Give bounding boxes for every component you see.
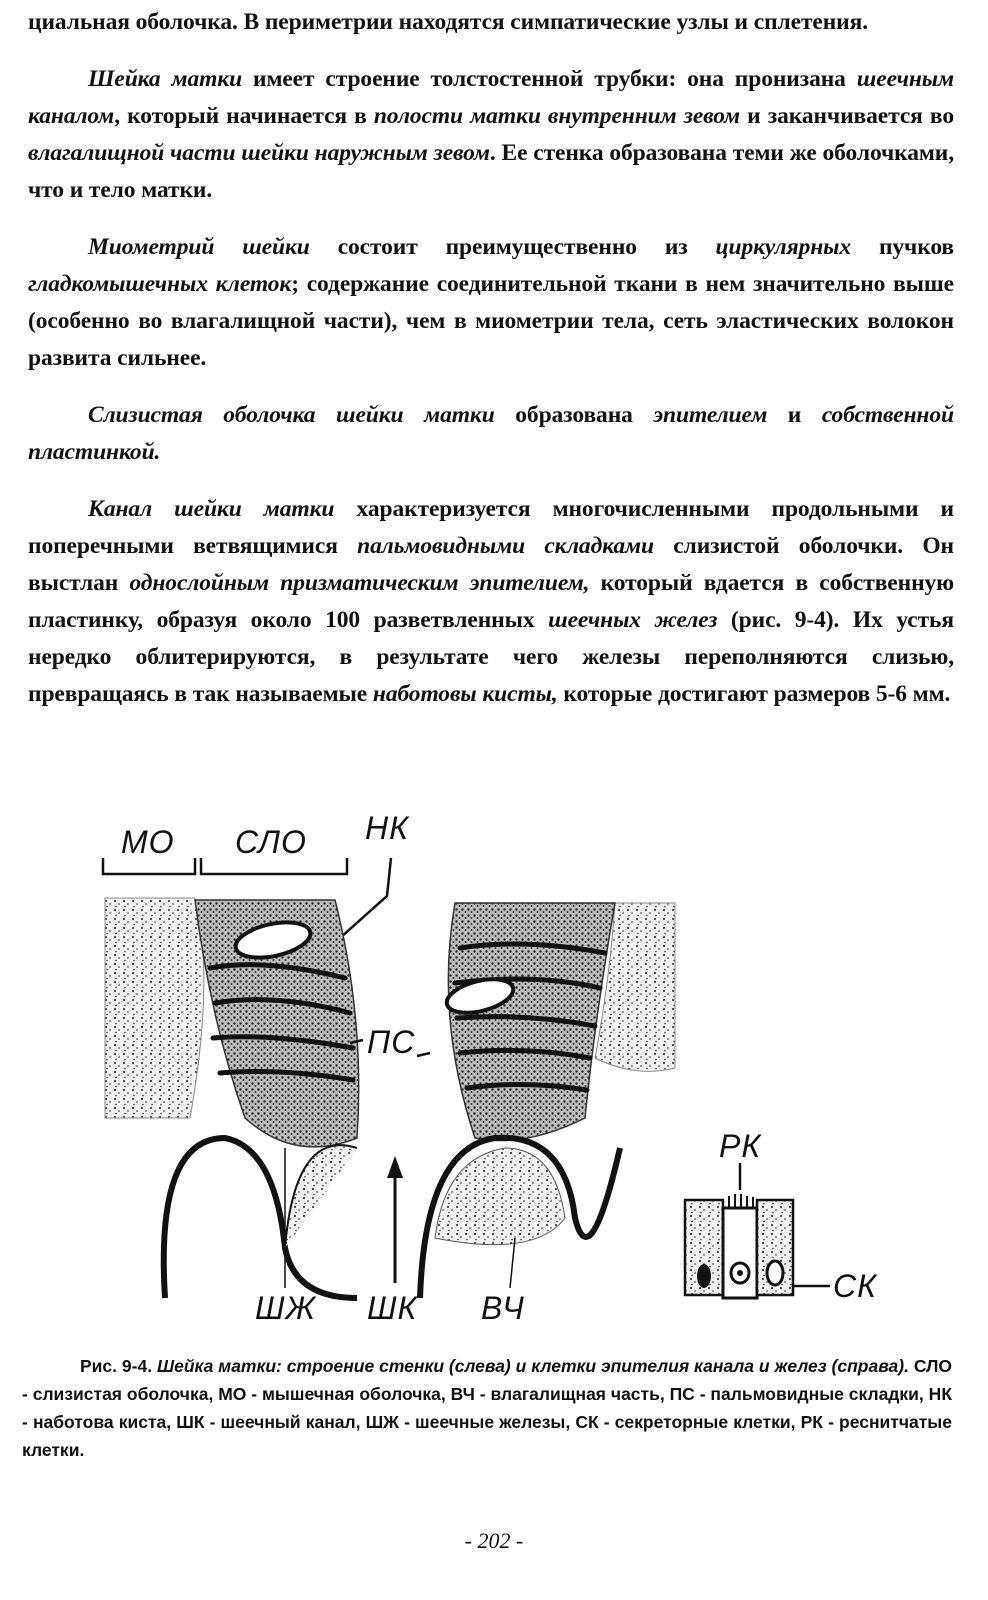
paragraph-mucosa: Слизистая оболочка шейки матки образована эпителием и собственной пластинкой.	[28, 402, 954, 465]
caption-body: СЛО - слизистая оболочка, МО - мышечная оболочка, ВЧ - влагалищная часть, ПС - пальмовидные складки, НК - наботова киста, ШК - шеечный канал, ШЖ - шеечные железы, СК - секреторные клетки, РК - реснитчатые клетки.	[22, 1356, 952, 1460]
caption-prefix: Рис. 9-4.	[80, 1356, 157, 1376]
paragraph-canal: Канал шейки матки характеризуется многочисленными продольными и поперечными ветвящимися пальмовидными складками слизистой оболочки. Он выстлан однослойным призматическим эпителием, который вдается в собственную пластинку, образуя около 100 разветвленных шеечных желез (рис. 9-4). Их устья нередко облитерируются, в результате чего железы переполняются слизью, превращаясь в так называемые наботовы кисты, которые достигают размеров 5-6 мм.	[28, 496, 955, 707]
label-mo: МО	[121, 824, 175, 860]
epithelial-cells	[685, 1163, 830, 1298]
term-mucosa: Слизистая оболочка шейки матки	[88, 402, 495, 428]
page-number: - 202 -	[464, 1528, 524, 1553]
label-shzh: ШЖ	[255, 1290, 316, 1326]
paragraph-continuation: циальная оболочка. В периметрии находятся симпатические узлы и сплетения.	[28, 9, 868, 35]
histology-drawing	[95, 818, 895, 1338]
label-rk: РК	[719, 1128, 762, 1164]
paragraph-myometrium: Миометрий шейки состоит преимущественно из циркулярных пучков гладкомышечных клеток; содержание соединительной ткани в нем значительно выше (особенно во влагалищной части), чем в миометрии тела, сеть эластических волокон развита сильнее.	[28, 234, 954, 371]
label-sk: СК	[833, 1268, 877, 1304]
right-mucosa	[448, 903, 615, 1141]
label-shk: ШК	[367, 1290, 418, 1326]
term-canal: Канал шейки матки	[88, 496, 335, 522]
label-vch: ВЧ	[481, 1290, 525, 1326]
label-nk: НК	[365, 810, 409, 846]
label-ps: ПС	[367, 1024, 416, 1060]
term-cervix: Шейка матки	[88, 66, 243, 92]
figure-caption	[22, 1352, 952, 1464]
paragraph-cervix: Шейка матки имеет строение толстостенной трубки: она пронизана шеечным каналом, который начинается в полости матки внутренним зевом и заканчивается во влагалищной части шейки наружным зевом. Ее стенка образована теми же оболочками, что и тело матки.	[28, 66, 955, 203]
left-muscle-layer	[105, 898, 204, 1118]
main-text	[28, 4, 954, 733]
label-slo: СЛО	[235, 824, 307, 860]
term-myometrium: Миометрий шейки	[88, 234, 310, 260]
caption-title: Шейка матки: строение стенки (слева) и клетки эпителия канала и желез (справа).	[156, 1356, 909, 1376]
figure-cervix-wall	[95, 810, 895, 1338]
